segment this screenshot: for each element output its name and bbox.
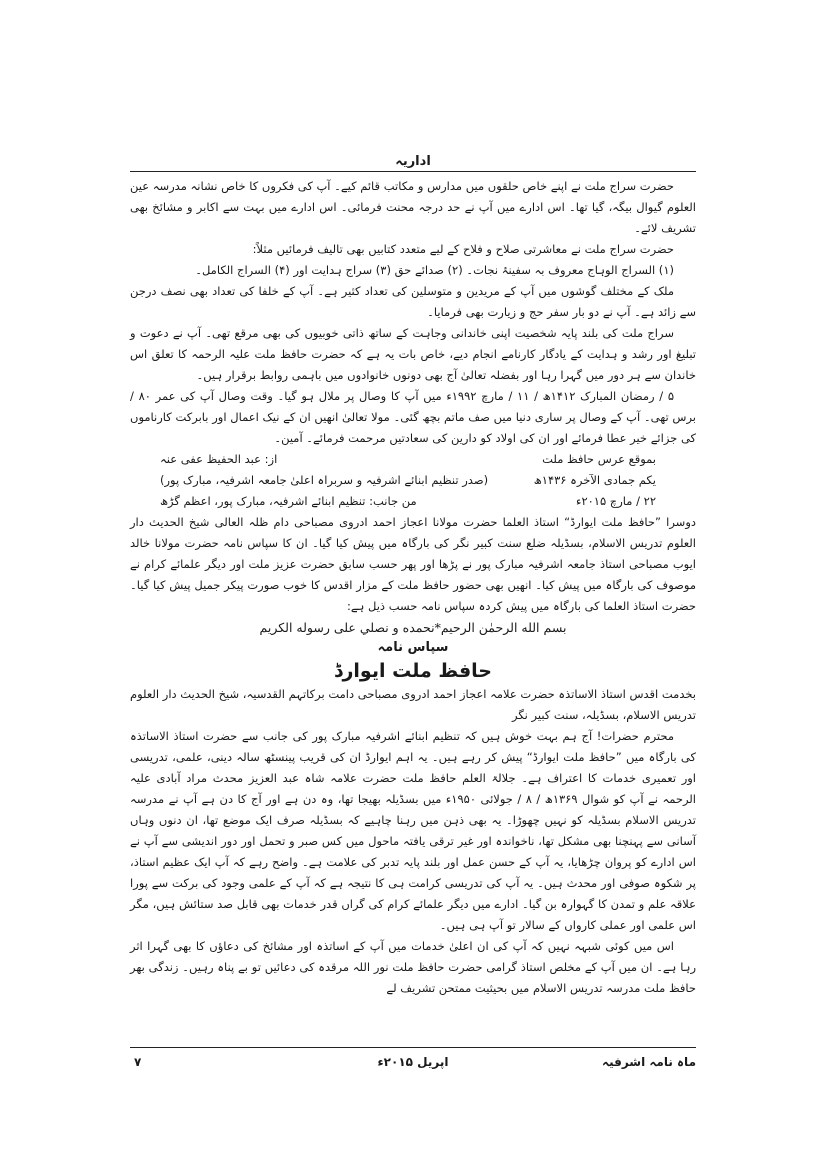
- paragraph: ملک کے مختلف گوشوں میں آپ کے مریدین و متوسلین کی تعداد کثیر ہے۔ آپ کے خلفا کی تعداد بھی نصف درجن سے زائد ہے۔ آپ نے دو بار سفر حج و زیارت بھی فرمایا۔: [130, 284, 696, 319]
- section-subtitle: حافظ ملت ایوارڈ: [334, 660, 492, 682]
- signature-right: ۲۲ / مارچ ۲۰۱۵ء: [576, 494, 656, 508]
- page-number: ۷: [134, 1055, 142, 1069]
- paragraph: بخدمت اقدس استاذ الاساتذہ حضرت علامہ اعجاز احمد ادروی مصباحی دامت برکاتہم القدسیہ، شیخ الحدیث دار العلوم تدریس الاسلام، بسڈیلہ، سنت کبیر نگر: [130, 687, 696, 722]
- paragraph: ۵ / رمضان المبارک ۱۴۱۲ھ / ۱۱ / مارچ ۱۹۹۲ء میں آپ کا وصال پر ملال ہو گیا۔ وقت وصال آپ کی عمر ۸۰ / برس تھی۔ آپ کے وصال پر ساری دنیا میں صف ماتم بچھ گئی۔ مولا تعالیٰ انھیں ان کے نیک اعمال اور بابرکت کارناموں کی جزائے خیر عطا فرمائے اور ان کی اولاد کو دارین کی سعادتیں مرحمت فرمائے۔ آمین۔: [130, 389, 696, 445]
- signature-left: (صدر تنظیم ابنائے اشرفیہ و سربراہ اعلیٰ جامعہ اشرفیہ، مبارک پور): [160, 473, 489, 487]
- page-footer: [130, 1055, 696, 1075]
- signature-row: [130, 449, 696, 470]
- signature-right: بموقع عرس حافظ ملت: [542, 452, 656, 466]
- footer-rule: [130, 1047, 696, 1048]
- paragraph: حضرت سراج ملت نے اپنے خاص حلقوں میں مدارس و مکاتب قائم کیے۔ آپ کی فکروں کا خاص نشانہ مدرسہ عین العلوم گیوال بیگہ، گیا تھا۔ اس ادارے میں آپ نے حد درجہ محنت فرمائی۔ اس ادارے میں بہت سے اکابر و مشائخ بھی تشریف لائے۔: [130, 179, 696, 235]
- paragraph: سراج ملت کی بلند پایہ شخصیت اپنی خاندانی وجاہت کے ساتھ ذاتی خوبیوں کی بھی مرقع تھی۔ آپ نے دعوت و تبلیغ اور رشد و ہدایت کے یادگار کارنامے انجام دیے، خاص بات یہ ہے کہ حضرت حافظ ملت علیہ الرحمہ کا تعلق اس خاندان سے ہر دور میں گہرا رہا اور بفضلہ تعالیٰ آج بھی دونوں خانوادوں میں باہمی روابط برقرار ہیں۔: [130, 326, 696, 382]
- signature-row: [130, 491, 696, 512]
- signature-left: من جانب: تنظیم ابنائے اشرفیہ، مبارک پور، اعظم گڑھ: [160, 494, 417, 508]
- paragraph: دوسرا ”حافظ ملت ایوارڈ“ استاذ العلما حضرت مولانا اعجاز احمد ادروی مصباحی دام ظلہ العالی شیخ الحدیث دار العلوم تدریس الاسلام، بسڈیلہ ضلع سنت کبیر نگر کی بارگاہ میں پیش کیا گیا۔ ان کا سپاس نامہ حضرت مولانا خالد ایوب مصباحی استاذ جامعہ اشرفیہ مبارک پور نے پڑھا اور پھر حسب سابق حضرت عزیز ملت اور دیگر علمائے کرام نے موصوف کی بارگاہ میں پیش کیا۔ انھیں بھی حضور حافظ ملت کے مزار اقدس کا خوب صورت پیکر جمیل پیش کیا گیا۔ حضرت استاذ العلما کی بارگاہ میں پیش کردہ سپاس نامہ حسب ذیل ہے:: [130, 515, 696, 613]
- book-list: (۱) السراج الوہاج معروف بہ سفینۂ نجات۔ (۲) صدائے حق (۳) سراج ہدایت اور (۴) السراج الکامل۔: [195, 263, 674, 277]
- footer-magazine: ماہ نامہ اشرفیہ: [602, 1055, 696, 1069]
- paragraph: محترم حضرات! آج ہم بہت خوش ہیں کہ تنظیم ابنائے اشرفیہ مبارک پور کی جانب سے حضرت استاذ الاساتذہ کی بارگاہ میں ”حافظ ملت ایوارڈ“ پیش کر رہے ہیں۔ یہ اہم ایوارڈ ان کی قریب پینسٹھ سالہ دینی، علمی، تدریسی اور تعمیری خدمات کا اعتراف ہے۔ جلالۃ العلم حافظ ملت حضرت علامہ شاہ عبد العزیز محدث مراد آبادی علیہ الرحمہ نے آپ کو شوال ۱۳۶۹ھ / ۸ / جولائی ۱۹۵۰ء میں بسڈیلہ بھیجا تھا، وہ دن ہے اور آج کا دن ہے آپ نے مدرسہ تدریس الاسلام بسڈیلہ کو نہیں چھوڑا۔ یہ بھی ذہن میں رہنا چاہیے کہ بسڈیلہ صرف ایک موضع تھا، ان دنوں وہاں آسانی سے پہنچنا بھی مشکل تھا، ناخواندہ اور غیر ترقی یافتہ ماحول میں کس صبر و تحمل اور دور اندیشی سے آپ نے اس ادارے کو پروان چڑھایا، یہ آپ کے حسن عمل اور بلند پایہ تدبر کی علامت ہے۔ واضح رہے کہ آپ ایک عظیم استاذ، پر شکوہ صوفی اور محدث ہیں۔ یہ آپ کی تدریسی کرامت ہی کا نتیجہ ہے کہ آپ کے علمی وجود کی برکت سے پورا علاقہ علم و تمدن کا گہوارہ بن گیا۔ ادارے میں دیگر علمائے کرام کی گراں قدر خدمات بھی قابل صد ستائش ہیں، مگر اس علمی اور عملی کارواں کے سالار تو آپ ہی ہیں۔: [130, 729, 696, 932]
- paragraph: حضرت سراج ملت نے معاشرتی صلاح و فلاح کے لیے متعدد کتابیں بھی تالیف فرمائیں مثلاً:: [252, 242, 674, 256]
- article-body: [130, 176, 696, 999]
- footer-date: اپریل ۲۰۱۵ء: [377, 1055, 449, 1069]
- signature-row: [130, 470, 696, 491]
- page-header: اداریہ: [395, 154, 431, 169]
- header-rule: [130, 171, 696, 172]
- bismillah: بسم الله الرحمٰن الرحيم*نحمده و نصلي على رسوله الكريم: [259, 620, 567, 635]
- signature-left: از: عبد الحفیظ عفی عنہ: [160, 452, 278, 466]
- paragraph: اس میں کوئی شبہہ نہیں کہ آپ کی ان اعلیٰ خدمات میں آپ کے اساتذہ اور مشائخ کی دعاؤں کا بھی گہرا اثر رہا ہے۔ ان میں آپ کے مخلص استاذ گرامی حضرت حافظ ملت نور اللہ مرقدہ کی دعائیں تو بے پناہ رہیں۔ زندگی بھر حافظ ملت مدرسہ تدریس الاسلام میں بحیثیت ممتحن تشریف لے: [130, 939, 696, 995]
- signature-right: یکم جمادی الآخرہ ۱۴۳۶ھ: [533, 473, 656, 487]
- section-title: سپاس نامہ: [377, 640, 449, 655]
